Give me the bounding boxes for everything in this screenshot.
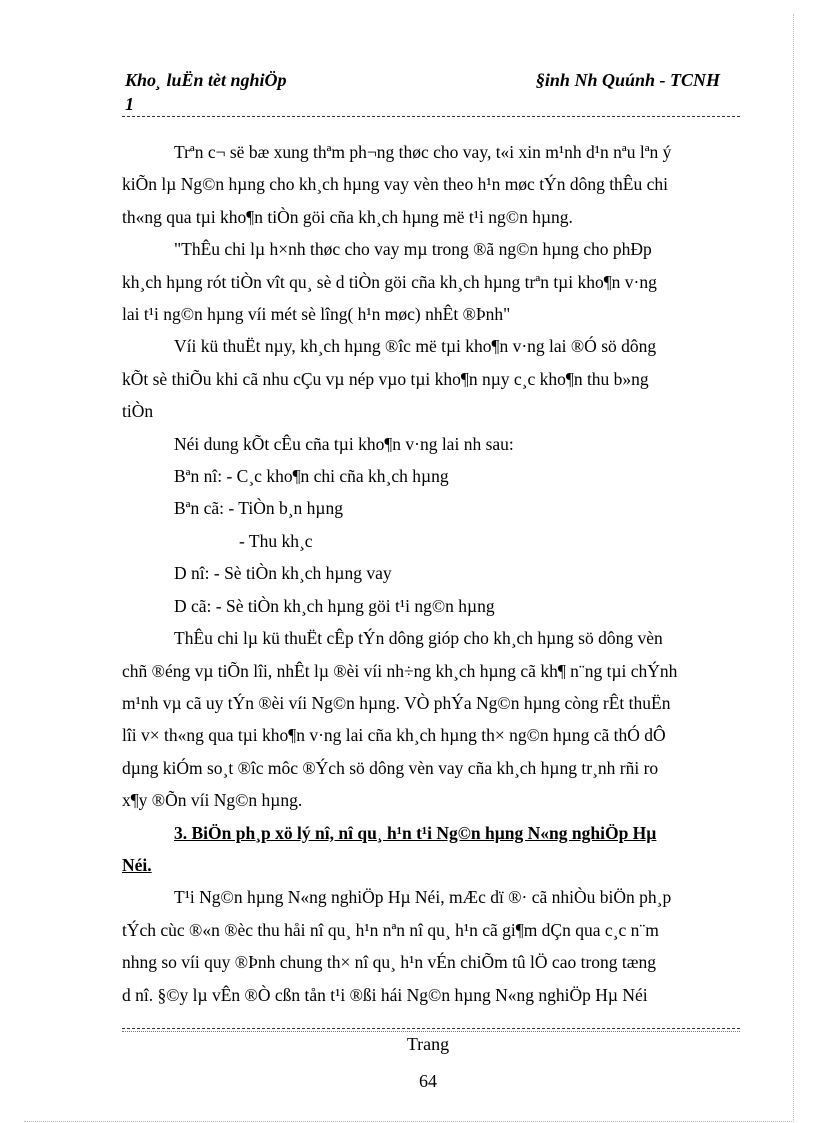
header-right-author: §inh Nh Quúnh - TCNH (535, 70, 720, 90)
text-line: Bªn nî: - C¸c kho¶n chi cña kh¸ch hµng (174, 466, 449, 487)
text-line: lai t¹i ng©n hµng víi mét sè lîng( h¹n møc) nhÊt ®Þnh" (122, 304, 511, 325)
text-line: kh¸ch hµng rót tiÒn vît qu¸ sè d tiÒn göi cña kh¸ch hµng trªn tµi kho¶n v·ng (122, 271, 657, 292)
text-line: - Thu kh¸c (239, 530, 313, 551)
page-number: 64 (419, 1071, 437, 1091)
footer-rule (122, 1028, 740, 1029)
text-line: kÕt sè thiÕu khi cã nhu cÇu vµ nép vµo tµi kho¶n nµy c¸c kho¶n thu b»ng (122, 368, 649, 389)
text-line: "ThÊu chi lµ h×nh thøc cho vay mµ trong ®ã ng©n hµng cho phÐp (174, 239, 652, 260)
header-left-title: Kho¸ luËn tèt nghiÖp (125, 70, 287, 90)
text-line: Bªn cã: - TiÒn b¸n hµng (174, 498, 344, 519)
text-line: chñ ®éng vµ tiÕn lîi, nhÊt lµ ®èi víi nh÷ng kh¸ch hµng cã kh¶ n¨ng tµi chÝnh (122, 660, 678, 681)
body-text (122, 136, 740, 1011)
section-heading-continued: Néi. (122, 854, 152, 875)
text-line: nhng so víi quy ®Þnh chung th× nî qu¸ h¹n vÉn chiÕm tû lÖ cao trong tæng (122, 952, 656, 973)
section-heading: 3. BiÖn ph¸p xö lý nî, nî qu¸ h¹n t¹i Ng©n hµng N«ng nghiÖp Hµ (174, 822, 657, 843)
text-line: d nî. §©y lµ vÊn ®Ò cßn tån t¹i ®ßi hái Ng©n hµng N«ng nghiÖp Hµ Néi (122, 984, 648, 1005)
text-line: Trªn c¬ së bæ xung thªm ph¬ng thøc cho vay, t«i xin m¹nh d¹n nªu lªn ý (174, 142, 672, 162)
header-left-number: 1 (125, 94, 134, 114)
text-line: D nî: - Sè tiÒn kh¸ch hµng vay (174, 563, 392, 584)
text-line: dµng kiÓm so¸t ®îc môc ®Ých sö dông vèn vay cña kh¸ch hµng tr¸nh rñi ro (122, 757, 659, 778)
text-line: T¹i Ng©n hµng N«ng nghiÖp Hµ Néi, mÆc dï ®· cã nhiÒu biÖn ph¸p (174, 887, 672, 908)
text-line: Víi kü thuËt nµy, kh¸ch hµng ®îc më tµi kho¶n v·ng lai ®Ó sö dông (174, 336, 657, 357)
text-line: D cã: - Sè tiÒn kh¸ch hµng göi t¹i ng©n hµng (174, 595, 495, 616)
page-edge-bottom (24, 1121, 794, 1122)
text-line: lîi v× th«ng qua tµi kho¶n v·ng lai cña kh¸ch hµng th× ng©n hµng cã thÓ dÔ (122, 725, 666, 746)
text-line: m¹nh vµ cã uy tÝn ®èi víi Ng©n hµng. VÒ phÝa Ng©n hµng còng rÊt thuËn (122, 692, 671, 713)
text-line: Néi dung kÕt cÊu cña tµi kho¶n v·ng lai nh sau: (174, 433, 514, 454)
text-line: x¶y ®Õn víi Ng©n hµng. (122, 790, 303, 811)
page-edge-right (793, 14, 794, 1122)
footer-rule-dotted (122, 1031, 740, 1032)
text-line: kiÕn lµ Ng©n hµng cho kh¸ch hµng vay vèn theo h¹n møc tÝn dông thÊu chi (122, 174, 669, 195)
text-line: th«ng qua tµi kho¶n tiÒn göi cña kh¸ch hµng më t¹i ng©n hµng. (122, 206, 573, 227)
text-line: ThÊu chi lµ kü thuËt cÊp tÝn dông gióp cho kh¸ch hµng sö dông vèn (174, 628, 663, 649)
text-line: tÝch cùc ®«n ®èc thu håi nî qu¸ h¹n nªn nî qu¸ h¹n cã gi¶m dÇn qua c¸c n¨m (122, 919, 659, 940)
footer-label: Trang (406, 1034, 450, 1054)
text-line: tiÒn (122, 401, 154, 422)
header-rule (122, 116, 740, 117)
